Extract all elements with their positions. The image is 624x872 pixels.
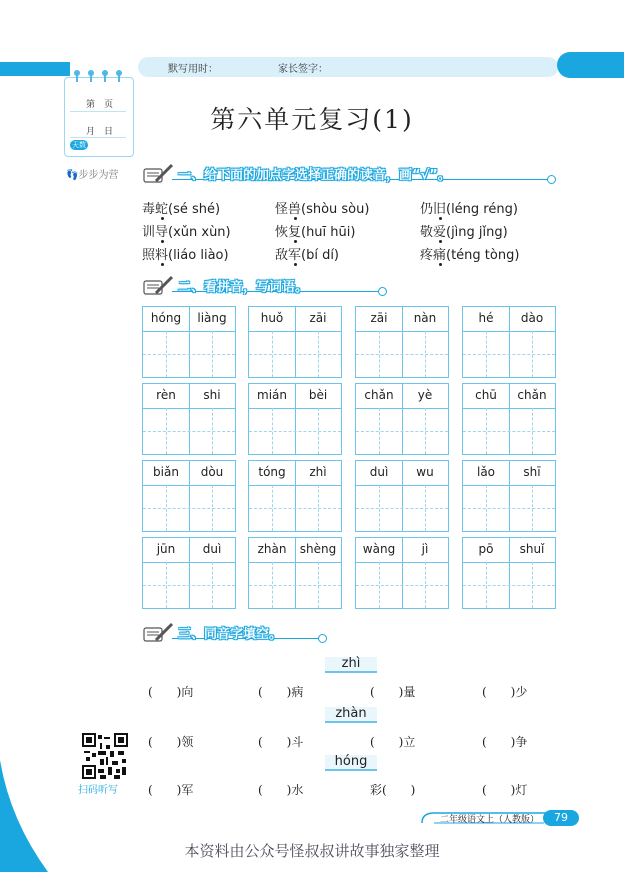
- grid-guide: [486, 331, 487, 377]
- grid-guide: [166, 485, 167, 531]
- pinyin-label: shī: [523, 465, 541, 479]
- pinyin-label: bèi: [308, 388, 328, 402]
- pinyin-label: chǎn: [517, 388, 547, 402]
- grid-guide: [425, 485, 426, 531]
- grid-guide: [212, 331, 213, 377]
- section-end-dot: [547, 175, 556, 184]
- page-title: 第六单元复习(1): [210, 105, 414, 134]
- grid-guide: [532, 408, 533, 454]
- grid-guide: [143, 354, 235, 355]
- qr-code[interactable]: [82, 733, 128, 779]
- writing-grid[interactable]: [355, 306, 449, 378]
- writing-grid[interactable]: [142, 383, 236, 455]
- grid-guide: [249, 354, 341, 355]
- section1-heading: [142, 163, 562, 185]
- fill-blank[interactable]: 彩( ): [370, 783, 416, 797]
- pinyin-label: chǎn: [364, 388, 394, 402]
- calendar-ring-line: [90, 72, 92, 82]
- word-choice[interactable]: 怪兽(shòu sòu): [275, 202, 370, 217]
- grid-guide: [379, 408, 380, 454]
- word-choice[interactable]: 毒蛇(sé shé): [142, 202, 221, 217]
- pinyin-label: shèng: [299, 542, 337, 556]
- pencil-book-icon: [142, 275, 176, 297]
- grid-guide: [272, 408, 273, 454]
- pinyin-label: huǒ: [260, 311, 284, 325]
- grid-guide: [532, 562, 533, 608]
- pinyin-label: biǎn: [153, 465, 179, 479]
- grid-guide: [143, 585, 235, 586]
- calendar-ring-line: [76, 72, 78, 82]
- grid-guide: [249, 508, 341, 509]
- grid-guide: [212, 485, 213, 531]
- grid-guide: [143, 431, 235, 432]
- step-text: 步步为营: [78, 170, 119, 181]
- fill-blank[interactable]: ( )领: [148, 735, 194, 749]
- writing-grid[interactable]: [248, 306, 342, 378]
- calendar-badge: 天数: [72, 141, 86, 149]
- writing-grid[interactable]: [142, 306, 236, 378]
- writing-grid[interactable]: [355, 537, 449, 609]
- reading-time-label: 默写用时：: [168, 64, 218, 75]
- writing-grid[interactable]: [462, 460, 556, 532]
- emphasis-dot: [294, 263, 297, 266]
- word-choice[interactable]: 恢复(huī hūi): [275, 225, 356, 240]
- pinyin-label: hóng: [150, 311, 182, 325]
- pinyin-label: duì: [202, 542, 222, 556]
- writing-grid[interactable]: [355, 383, 449, 455]
- emphasis-dot: [161, 263, 164, 266]
- grid-guide: [463, 585, 555, 586]
- grid-guide: [532, 485, 533, 531]
- grid-guide: [463, 354, 555, 355]
- calendar-page-label: 第 页: [86, 100, 114, 110]
- emphasis-dot: [161, 217, 164, 220]
- writing-grid[interactable]: [355, 460, 449, 532]
- grid-guide: [356, 354, 448, 355]
- section3-title: 三、同音字填空。: [178, 627, 283, 642]
- pinyin-label: lǎo: [476, 465, 496, 479]
- parent-sign-label: 家长签字：: [278, 64, 328, 75]
- pinyin-label: pō: [478, 542, 494, 556]
- pinyin-label: hé: [478, 311, 494, 325]
- fill-blank[interactable]: ( )争: [482, 735, 528, 749]
- word-choice[interactable]: 照料(liáo liào): [142, 248, 229, 263]
- section-end-dot: [378, 287, 387, 296]
- fill-blank[interactable]: ( )量: [370, 685, 416, 699]
- section1-title: 一、给下面的加点字选择正确的读音，画“√”。: [178, 168, 451, 183]
- writing-grid[interactable]: [248, 460, 342, 532]
- qr-caption: 扫码听写: [78, 785, 118, 796]
- emphasis-dot: [294, 240, 297, 243]
- word-choice[interactable]: 敌军(bí dí): [275, 248, 340, 263]
- grid-guide: [212, 562, 213, 608]
- fill-blank[interactable]: ( )军: [148, 783, 194, 797]
- emphasis-dot: [161, 240, 164, 243]
- grid-guide: [212, 408, 213, 454]
- fill-blank[interactable]: ( )水: [258, 783, 304, 797]
- pinyin-label: duì: [369, 465, 389, 479]
- pinyin-label: zāi: [370, 311, 388, 325]
- calendar-line: [70, 137, 126, 138]
- emphasis-dot: [439, 240, 442, 243]
- pinyin-label: zhì: [309, 465, 327, 479]
- grid-guide: [166, 562, 167, 608]
- grid-guide: [272, 331, 273, 377]
- pinyin-label: tóng: [258, 465, 286, 479]
- grid-guide: [356, 585, 448, 586]
- emphasis-dot: [439, 217, 442, 220]
- grid-guide: [463, 431, 555, 432]
- pinyin-label: wu: [416, 465, 434, 479]
- fill-blank[interactable]: ( )灯: [482, 783, 528, 797]
- grid-guide: [249, 431, 341, 432]
- grid-guide: [272, 562, 273, 608]
- fill-blank[interactable]: ( )少: [482, 685, 528, 699]
- calendar-date-label: 月 日: [86, 127, 114, 137]
- writing-grid[interactable]: [462, 537, 556, 609]
- pinyin-label: jūn: [156, 542, 176, 556]
- section-end-dot: [318, 634, 327, 643]
- page-number: 79: [543, 810, 579, 826]
- pinyin-label: wàng: [362, 542, 396, 556]
- pinyin-label: rèn: [156, 388, 176, 402]
- writing-grid[interactable]: [142, 460, 236, 532]
- writing-grid[interactable]: [248, 537, 342, 609]
- emphasis-dot: [294, 217, 297, 220]
- writing-grid[interactable]: [462, 383, 556, 455]
- grid-guide: [379, 331, 380, 377]
- grid-guide: [425, 562, 426, 608]
- fill-blank[interactable]: ( )斗: [258, 735, 304, 749]
- emphasis-dot: [439, 263, 442, 266]
- grid-guide: [318, 408, 319, 454]
- word-choice[interactable]: 仍旧(léng réng): [420, 202, 518, 217]
- writing-grid[interactable]: [248, 383, 342, 455]
- grid-guide: [143, 508, 235, 509]
- pencil-book-icon: [142, 622, 176, 644]
- grid-guide: [356, 508, 448, 509]
- word-choice[interactable]: 训导(xǔn xùn): [142, 225, 231, 240]
- pencil-book-icon: [142, 163, 176, 185]
- grid-guide: [166, 408, 167, 454]
- grid-guide: [425, 331, 426, 377]
- fill-blank[interactable]: ( )向: [148, 685, 194, 699]
- grid-guide: [166, 331, 167, 377]
- footprint-icon: 👣: [66, 170, 79, 181]
- watermark-text: 本资料由公众号怪叔叔讲故事独家整理: [184, 842, 440, 860]
- footer-book: 二年级语文上（人教版）: [440, 815, 540, 825]
- pinyin-box: hóng: [325, 755, 377, 771]
- pinyin-label: zhàn: [257, 542, 287, 556]
- grid-guide: [249, 585, 341, 586]
- grid-guide: [379, 485, 380, 531]
- grid-guide: [356, 431, 448, 432]
- pinyin-label: liàng: [197, 311, 227, 325]
- grid-guide: [532, 331, 533, 377]
- grid-guide: [272, 485, 273, 531]
- section2-heading: [142, 275, 562, 297]
- section3-heading: [142, 622, 562, 644]
- grid-guide: [463, 508, 555, 509]
- calendar-ring-line: [104, 72, 106, 82]
- pinyin-label: yè: [417, 388, 433, 402]
- grid-guide: [318, 562, 319, 608]
- grid-guide: [318, 331, 319, 377]
- pinyin-label: chū: [475, 388, 497, 402]
- pinyin-box: zhàn: [325, 707, 377, 723]
- calendar-ring-line: [118, 72, 120, 82]
- pinyin-label: nàn: [413, 311, 437, 325]
- pinyin-label: jì: [421, 542, 429, 556]
- grid-guide: [425, 408, 426, 454]
- top-band-left: [0, 62, 70, 76]
- pinyin-box: zhì: [325, 657, 377, 673]
- pinyin-label: dào: [520, 311, 544, 325]
- word-choice[interactable]: 疼痛(téng tòng): [420, 248, 520, 263]
- fill-blank[interactable]: ( )立: [370, 735, 416, 749]
- pinyin-label: zāi: [309, 311, 327, 325]
- pinyin-label: mián: [257, 388, 287, 402]
- step-label: [66, 166, 118, 181]
- top-band-right: [557, 52, 624, 78]
- grid-guide: [486, 408, 487, 454]
- writing-grid[interactable]: [142, 537, 236, 609]
- grid-guide: [318, 485, 319, 531]
- grid-guide: [486, 562, 487, 608]
- grid-guide: [379, 562, 380, 608]
- pinyin-label: shuǐ: [519, 542, 545, 556]
- fill-blank[interactable]: ( )病: [258, 685, 304, 699]
- word-choice[interactable]: 敬爱(jìng jǐng): [420, 225, 508, 240]
- section2-title: 二、看拼音，写词语。: [178, 280, 309, 295]
- writing-grid[interactable]: [462, 306, 556, 378]
- pinyin-label: shi: [203, 388, 221, 402]
- pinyin-label: dòu: [200, 465, 224, 479]
- grid-guide: [486, 485, 487, 531]
